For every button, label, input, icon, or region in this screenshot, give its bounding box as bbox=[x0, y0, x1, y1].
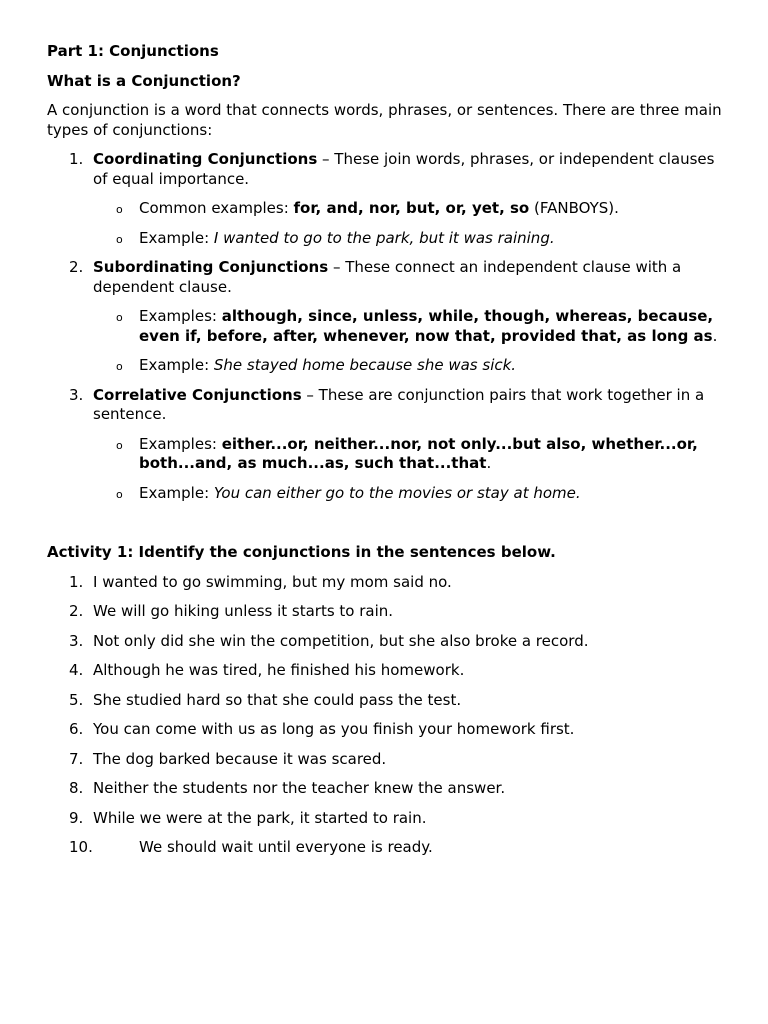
examples-list: for, and, nor, but, or, yet, so bbox=[293, 199, 530, 217]
list-number: 2. bbox=[69, 258, 84, 276]
activity-item bbox=[47, 632, 727, 652]
example-prefix: Example: bbox=[139, 228, 214, 247]
type-description: – These join words, phrases, or independent clauses of equal importance. bbox=[93, 150, 715, 188]
example-sentence-item bbox=[47, 356, 727, 376]
activity-item bbox=[47, 720, 727, 740]
examples-item bbox=[47, 199, 727, 219]
part-title: Part 1: Conjunctions bbox=[47, 42, 219, 60]
example-prefix: Example: bbox=[139, 356, 214, 374]
list-number: 2. bbox=[69, 602, 84, 620]
activity-sentence: I wanted to go swimming, but my mom said no. bbox=[93, 572, 452, 591]
examples-item bbox=[47, 307, 727, 346]
conjunction-type-item bbox=[47, 386, 727, 425]
examples-suffix: (FANBOYS). bbox=[529, 199, 619, 217]
activity-title: Activity 1: Identify the conjunctions in the sentences below. bbox=[47, 543, 556, 561]
list-number: 4. bbox=[69, 661, 84, 679]
examples-list: although, since, unless, while, though, whereas, because, even if, before, after, whenever, now that, provided that, as long as bbox=[139, 307, 714, 345]
list-number: 9. bbox=[69, 808, 84, 827]
activity-item bbox=[47, 602, 727, 622]
type-name: Correlative Conjunctions bbox=[93, 385, 302, 404]
examples-suffix: . bbox=[712, 326, 718, 345]
list-number: 1. bbox=[69, 150, 84, 168]
bullet-icon: o bbox=[116, 203, 123, 216]
activity-sentence: We will go hiking unless it starts to rain. bbox=[93, 602, 394, 620]
bullet-icon: o bbox=[116, 311, 123, 324]
example-sentence-item bbox=[47, 229, 727, 249]
bullet-icon: o bbox=[116, 232, 123, 246]
activity-sentence: The dog barked because it was scared. bbox=[93, 749, 387, 768]
conjunction-type-item bbox=[47, 150, 727, 189]
intro-paragraph: A conjunction is a word that connects words, phrases, or sentences. There are three main types of conjunctions: bbox=[47, 101, 722, 139]
activity-item bbox=[47, 750, 727, 770]
activity-sentence: Not only did she win the competition, but she also broke a record. bbox=[93, 631, 589, 650]
activity-item bbox=[47, 838, 727, 858]
activity-item bbox=[47, 661, 727, 681]
activity-sentence: You can come with us as long as you finish your homework first. bbox=[93, 720, 575, 738]
activity-sentence: Although he was tired, he finished his homework. bbox=[93, 661, 465, 679]
examples-prefix: Common examples: bbox=[139, 199, 294, 217]
type-description: – These are conjunction pairs that work together in a sentence. bbox=[93, 385, 705, 423]
examples-list: either...or, neither...nor, not only...but also, whether...or, both...and, as much...as, such that...that bbox=[139, 434, 698, 472]
activity-sentence: Neither the students nor the teacher knew the answer. bbox=[93, 779, 506, 797]
list-number: 10. bbox=[69, 838, 93, 856]
activity-item bbox=[47, 809, 727, 829]
list-number: 8. bbox=[69, 779, 84, 797]
section-spacer bbox=[47, 513, 727, 543]
list-number: 3. bbox=[69, 385, 84, 404]
type-name: Subordinating Conjunctions bbox=[93, 258, 329, 276]
example-sentence: She stayed home because she was sick. bbox=[213, 356, 517, 374]
document-page bbox=[47, 42, 727, 868]
type-name: Coordinating Conjunctions bbox=[93, 150, 318, 168]
activity-item bbox=[47, 779, 727, 799]
activity-sentence: While we were at the park, it started to rain. bbox=[93, 808, 427, 827]
examples-prefix: Examples: bbox=[139, 307, 222, 325]
conjunction-type-item bbox=[47, 258, 727, 297]
example-sentence: You can either go to the movies or stay at home. bbox=[213, 483, 581, 502]
question-title: What is a Conjunction? bbox=[47, 71, 241, 90]
list-number: 1. bbox=[69, 572, 84, 591]
list-number: 3. bbox=[69, 631, 84, 650]
example-sentence: I wanted to go to the park, but it was raining. bbox=[213, 228, 555, 247]
examples-prefix: Examples: bbox=[139, 434, 222, 453]
bullet-icon: o bbox=[116, 487, 123, 501]
activity-item bbox=[47, 691, 727, 711]
bullet-icon: o bbox=[116, 360, 123, 373]
activity-sentence: We should wait until everyone is ready. bbox=[139, 838, 433, 856]
type-description: – These connect an independent clause with a dependent clause. bbox=[93, 258, 682, 296]
bullet-icon: o bbox=[116, 438, 123, 452]
example-sentence-item bbox=[47, 484, 727, 504]
activity-item bbox=[47, 573, 727, 593]
list-number: 6. bbox=[69, 720, 84, 738]
activity-sentence: She studied hard so that she could pass the test. bbox=[93, 690, 462, 709]
examples-suffix: . bbox=[486, 454, 492, 472]
example-prefix: Example: bbox=[139, 483, 214, 502]
list-number: 5. bbox=[69, 690, 84, 709]
examples-item bbox=[47, 435, 727, 474]
list-number: 7. bbox=[69, 749, 84, 768]
